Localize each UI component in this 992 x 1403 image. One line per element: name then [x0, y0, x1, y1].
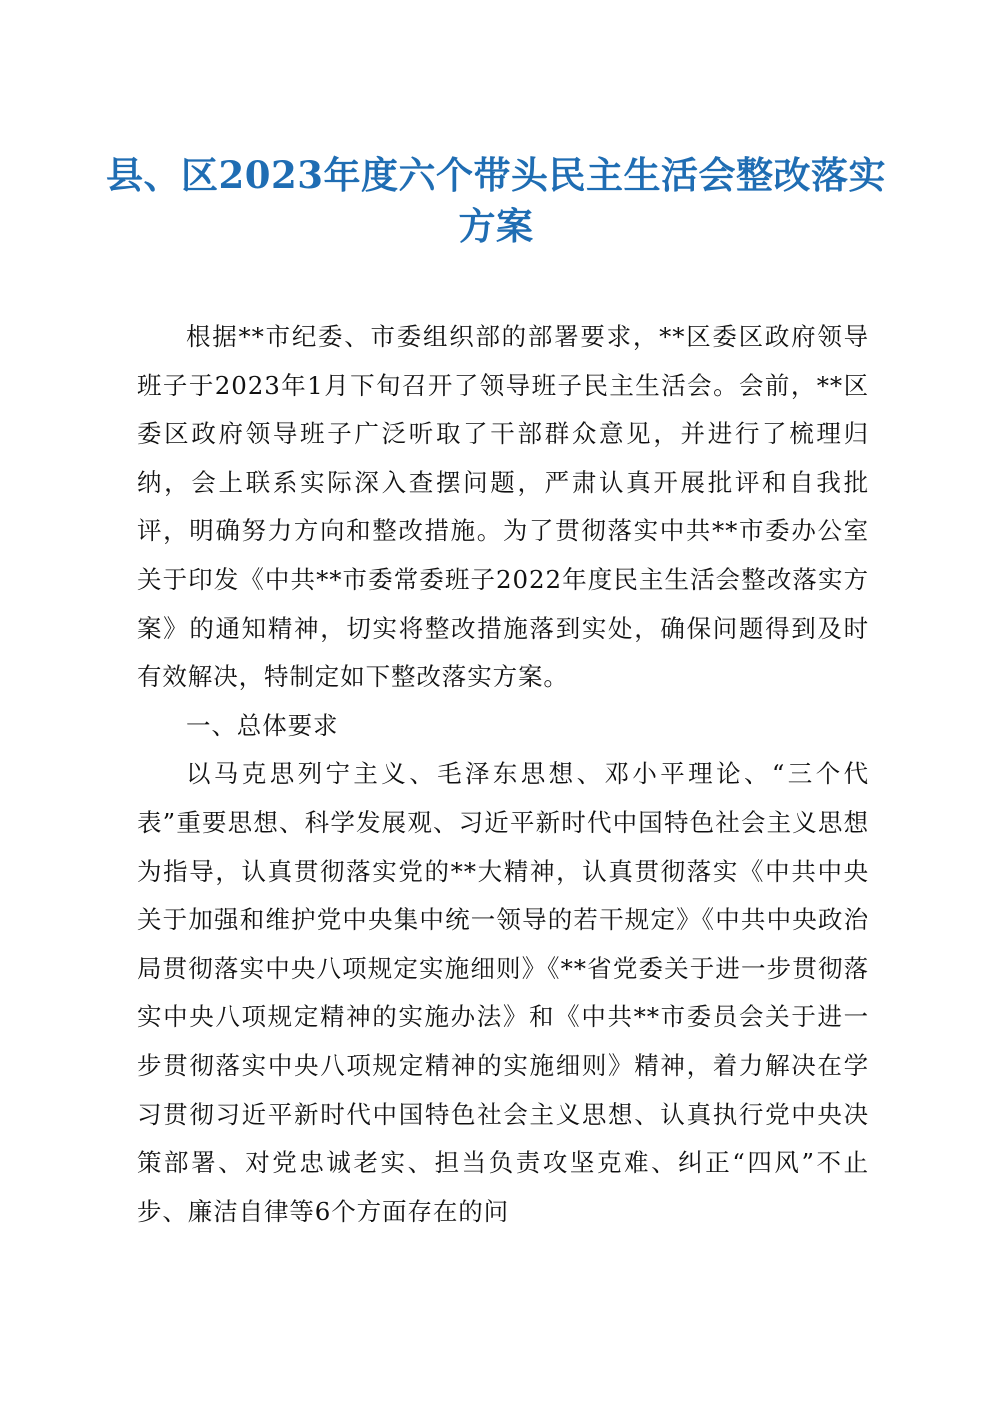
section-paragraph: 以马克思列宁主义、毛泽东思想、邓小平理论、“三个代表”重要思想、科学发展观、习近平新时代中国特色社会主义思想为指导，认真贯彻落实党的**大精神，认真贯彻落实《中共中央关于加强和维护党中央集中统一领导的若干规定》《中共中央政治局贯彻落实中央八项规定实施细则》《**省党委关于进一步贯彻落实中央八项规定精神的实施办法》和《中共**市委员会关于进一步贯彻落实中央八项规定精神的实施细则》精神，着力解决在学习贯彻习近平新时代中国特色社会主义思想、认真执行党中央决策部署、对党忠诚老实、担当负责攻坚克难、纠正“四风”不止步、廉洁自律等6个方面存在的问	[137, 759, 869, 1226]
intro-paragraph: 根据**市纪委、市委组织部的部署要求，**区委区政府领导班子于2023年1月下旬召开了领导班子民主生活会。会前，**区委区政府领导班子广泛听取了干部群众意见，并进行了梳理归纳，会上联系实际深入查摆问题，严肃认真开展批评和自我批评，明确努力方向和整改措施。为了贯彻落实中共**市委办公室关于印发《中共**市委常委班子2022年度民主生活会整改落实方案》的通知精神，切实将整改措施落到实处，确保问题得到及时有效解决，特制定如下整改落实方案。	[137, 322, 869, 692]
section-heading-overall-requirements: 一、总体要求	[186, 710, 339, 740]
document-body	[137, 313, 869, 1236]
document-title: 县、区2023年度六个带头民主生活会整改落实方案	[106, 153, 886, 248]
